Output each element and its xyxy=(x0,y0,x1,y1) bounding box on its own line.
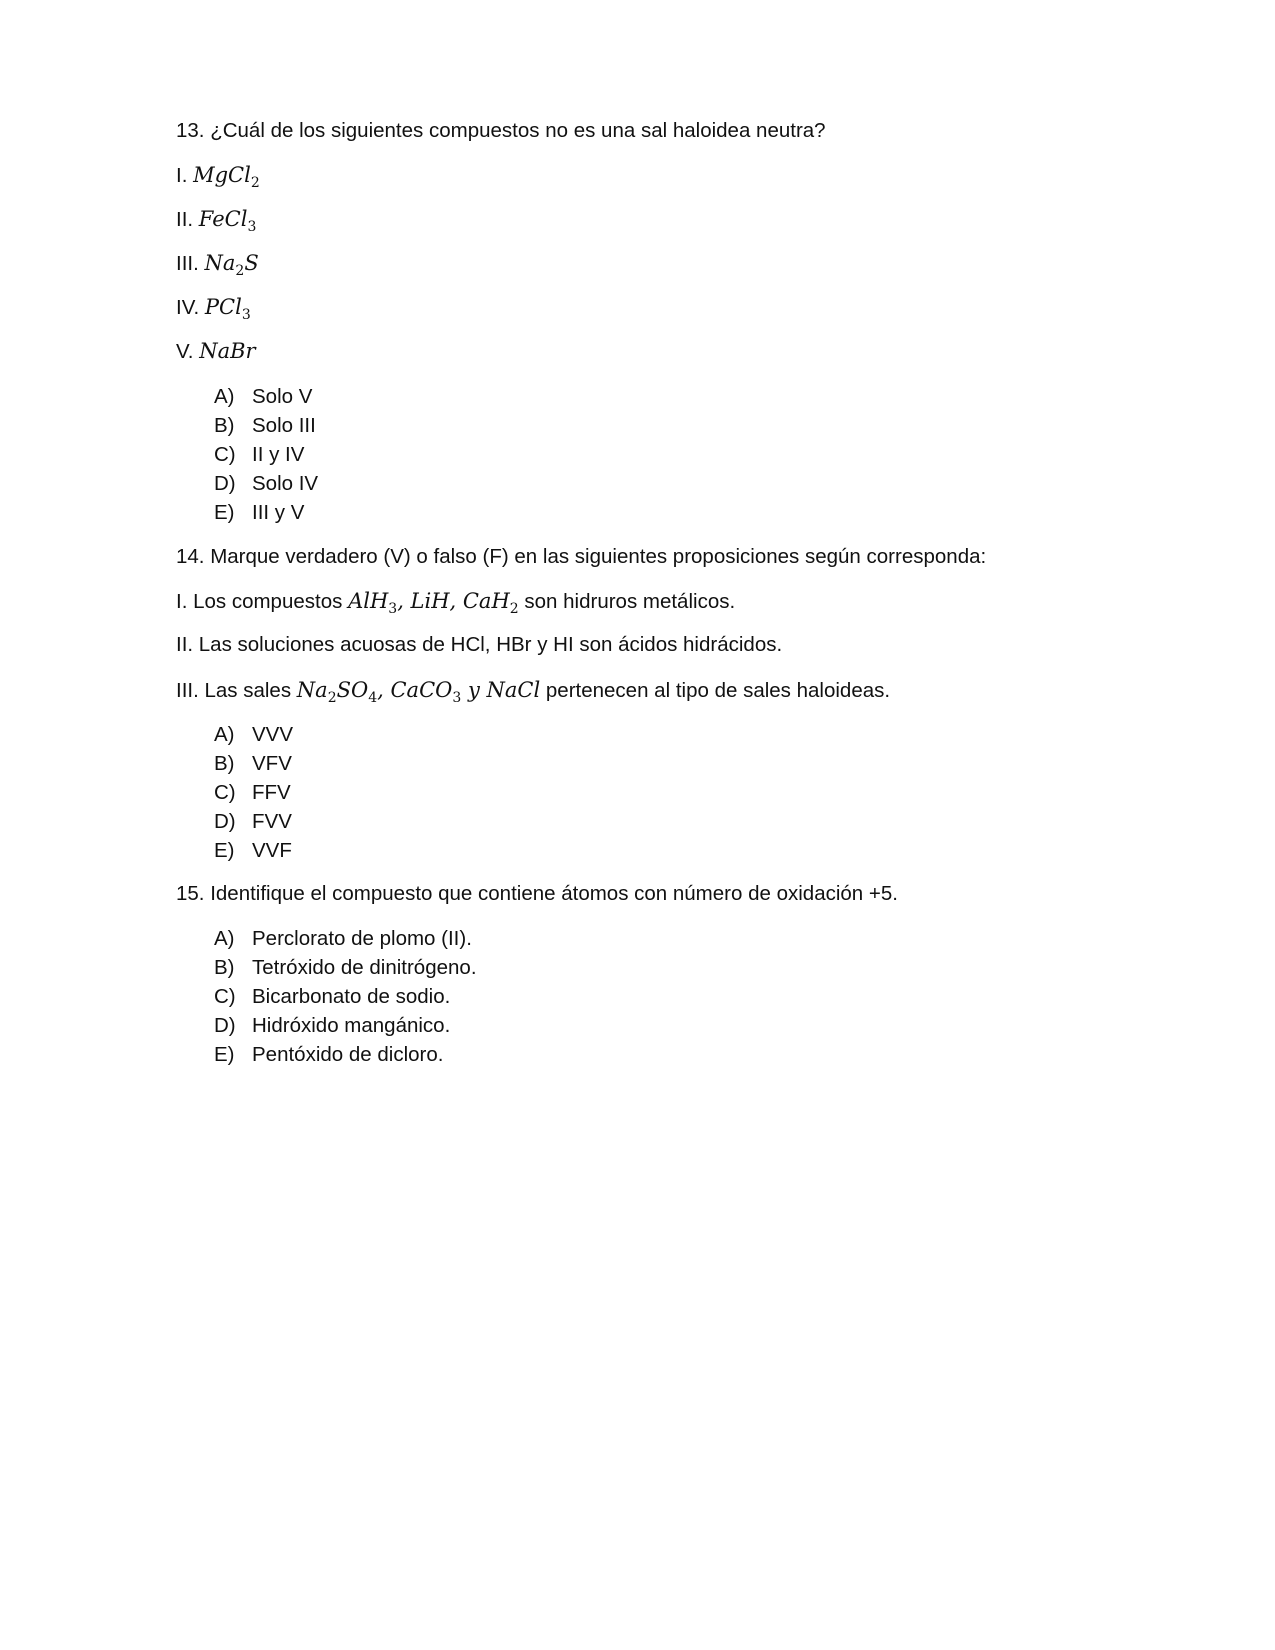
option-letter: B) xyxy=(214,956,235,979)
item-label: II. xyxy=(176,208,194,231)
q14-option-c[interactable] xyxy=(214,780,291,806)
q14-statement-iii: III. Las sales $Na_2SO_4$, CaCO$_3$ y NaCl pertenecen al tipo de sales haloideas. xyxy=(176,678,891,706)
formula: AlH$_3$, LiH, CaH$_2$ xyxy=(348,589,519,617)
q13-option-b[interactable] xyxy=(214,413,316,439)
q15-option-c[interactable] xyxy=(214,984,450,1010)
option-letter: A) xyxy=(214,385,235,408)
item-label: III. xyxy=(176,252,199,275)
item-label: IV. xyxy=(176,296,200,319)
option-letter: C) xyxy=(214,443,236,466)
q13-item-ii xyxy=(176,206,256,233)
option-text: Pentóxido de dicloro. xyxy=(252,1043,444,1066)
formula: MgCl$_2$ xyxy=(193,163,260,191)
item-label: I. xyxy=(176,164,188,187)
q14-option-e[interactable] xyxy=(214,838,292,864)
option-text: Solo V xyxy=(252,385,313,408)
q13-item-v xyxy=(176,338,256,365)
option-letter: D) xyxy=(214,810,236,833)
option-letter: C) xyxy=(214,985,236,1008)
option-text: Perclorato de plomo (II). xyxy=(252,927,472,950)
q13-item-iii xyxy=(176,250,259,277)
question-15-prompt: 15. Identifique el compuesto que contiene átomos con número de oxidación +5. xyxy=(176,882,898,905)
q14-statement-i: I. Los compuestos AlH$_3$, LiH, CaH$_2$ son hidruros metálicos. xyxy=(176,589,736,617)
option-text: VVF xyxy=(252,839,292,862)
option-letter: E) xyxy=(214,839,235,862)
formula: NaBr xyxy=(199,339,256,363)
option-text: VVV xyxy=(252,723,294,746)
q13-option-d[interactable] xyxy=(214,471,318,497)
option-text: FFV xyxy=(252,781,291,804)
formula: FeCl$_3$ xyxy=(198,207,257,235)
option-text: FVV xyxy=(252,810,292,833)
q13-option-a[interactable] xyxy=(214,384,312,410)
q13-item-i xyxy=(176,162,260,189)
formula: $Na_2SO_4$, CaCO$_3$ y NaCl xyxy=(296,678,541,706)
formula: PCl$_3$ xyxy=(204,295,251,323)
q14-option-b[interactable] xyxy=(214,751,292,777)
option-text: Solo III xyxy=(252,414,316,437)
q14-option-a[interactable] xyxy=(214,722,293,748)
option-text: II y IV xyxy=(252,443,305,466)
option-letter: D) xyxy=(214,472,236,495)
option-letter: A) xyxy=(214,927,235,950)
option-text: III y V xyxy=(252,501,305,524)
option-letter: B) xyxy=(214,414,235,437)
option-letter: D) xyxy=(214,1014,236,1037)
item-label: V. xyxy=(176,340,194,363)
option-text: Hidróxido mangánico. xyxy=(252,1014,451,1037)
q13-option-e[interactable] xyxy=(214,500,304,526)
question-14-prompt: 14. Marque verdadero (V) o falso (F) en las siguientes proposiciones según corresponda: xyxy=(176,545,987,568)
option-letter: C) xyxy=(214,781,236,804)
option-text: Tetróxido de dinitrógeno. xyxy=(252,956,477,979)
q15-option-b[interactable] xyxy=(214,955,477,981)
q14-option-d[interactable] xyxy=(214,809,292,835)
option-letter: B) xyxy=(214,752,235,775)
formula: $Na_2S$ xyxy=(204,251,259,279)
option-letter: E) xyxy=(214,1043,235,1066)
q13-option-c[interactable] xyxy=(214,442,304,468)
option-letter: E) xyxy=(214,501,235,524)
option-text: VFV xyxy=(252,752,292,775)
q15-option-d[interactable] xyxy=(214,1013,450,1039)
option-letter: A) xyxy=(214,723,235,746)
question-13-prompt: 13. ¿Cuál de los siguientes compuestos no es una sal haloidea neutra? xyxy=(176,119,826,142)
q14-statement-ii: II. Las soluciones acuosas de HCl, HBr y HI son ácidos hidrácidos. xyxy=(176,633,783,656)
q15-option-e[interactable] xyxy=(214,1042,443,1068)
q15-option-a[interactable] xyxy=(214,926,472,952)
q13-item-iv xyxy=(176,294,251,321)
option-text: Bicarbonato de sodio. xyxy=(252,985,451,1008)
option-text: Solo IV xyxy=(252,472,319,495)
